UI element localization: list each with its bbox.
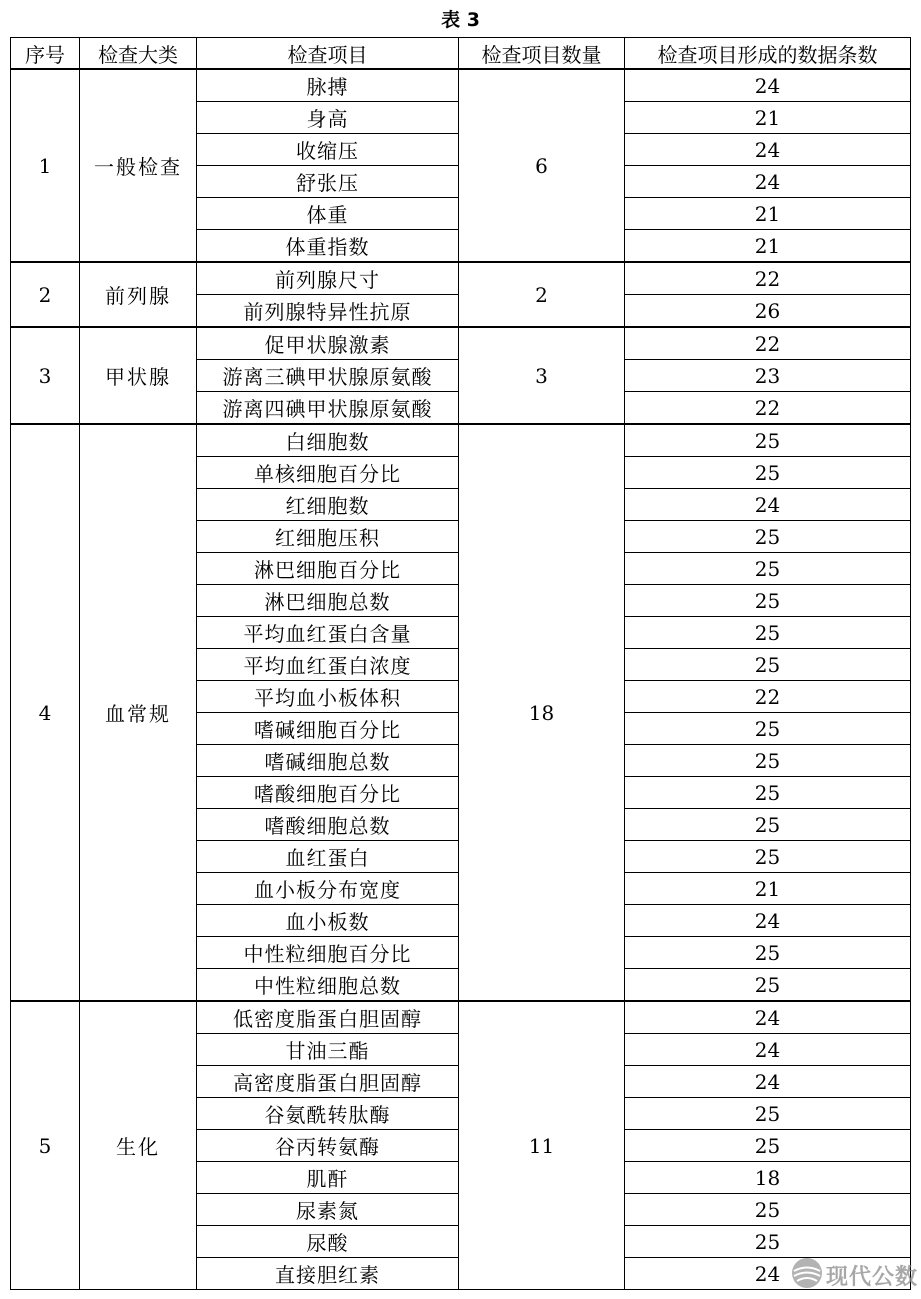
table-row xyxy=(11,134,911,166)
record-count-cell: 24 xyxy=(625,1034,911,1066)
serial-no-cell xyxy=(11,457,80,489)
serial-no-cell xyxy=(11,937,80,969)
item-name-cell: 血小板数 xyxy=(197,905,459,937)
category-cell: 血常规 xyxy=(80,697,197,729)
item-count-cell xyxy=(459,841,625,873)
item-count-cell xyxy=(459,585,625,617)
table-row xyxy=(11,198,911,230)
table-row xyxy=(11,649,911,681)
serial-no-cell: 1 xyxy=(11,150,80,182)
item-count-cell xyxy=(459,1162,625,1194)
header-item: 检查项目 xyxy=(197,38,459,70)
table-row xyxy=(11,424,911,457)
serial-no-cell xyxy=(11,585,80,617)
category-cell xyxy=(80,457,197,489)
serial-no-cell xyxy=(11,230,80,263)
record-count-cell: 18 xyxy=(625,1162,911,1194)
table-row xyxy=(11,1001,911,1034)
inspection-items-table xyxy=(10,37,911,1290)
item-count-cell xyxy=(459,1226,625,1258)
item-count-cell xyxy=(459,1258,625,1290)
record-count-cell: 25 xyxy=(625,617,911,649)
record-count-cell: 25 xyxy=(625,424,911,457)
record-count-cell: 25 xyxy=(625,521,911,553)
category-cell xyxy=(80,198,197,230)
category-cell xyxy=(80,841,197,873)
table-row xyxy=(11,521,911,553)
record-count-cell: 22 xyxy=(625,392,911,425)
item-count-cell xyxy=(459,1194,625,1226)
category-cell xyxy=(80,1194,197,1226)
record-count-cell: 26 xyxy=(625,295,911,328)
table-row xyxy=(11,1098,911,1130)
item-name-cell: 淋巴细胞百分比 xyxy=(197,553,459,585)
table-row xyxy=(11,1258,911,1290)
category-cell xyxy=(80,1034,197,1066)
record-count-cell: 25 xyxy=(625,649,911,681)
serial-no-cell xyxy=(11,905,80,937)
category-cell xyxy=(80,392,197,425)
item-name-cell: 高密度脂蛋白胆固醇 xyxy=(197,1066,459,1098)
item-name-cell: 单核细胞百分比 xyxy=(197,457,459,489)
category-cell xyxy=(80,553,197,585)
item-count-cell: 2 xyxy=(459,278,625,311)
item-name-cell: 白细胞数 xyxy=(197,424,459,457)
category-cell xyxy=(80,1258,197,1290)
item-count-cell: 11 xyxy=(459,1130,625,1162)
item-name-cell: 平均血红蛋白含量 xyxy=(197,617,459,649)
record-count-cell: 25 xyxy=(625,969,911,1002)
item-count-cell xyxy=(459,777,625,809)
record-count-cell: 23 xyxy=(625,360,911,392)
table-row xyxy=(11,905,911,937)
item-count-cell xyxy=(459,457,625,489)
item-count-cell: 6 xyxy=(459,150,625,182)
item-count-cell xyxy=(459,69,625,102)
item-count-cell xyxy=(459,649,625,681)
item-count-cell xyxy=(459,489,625,521)
table-row xyxy=(11,745,911,777)
table-row xyxy=(11,360,911,392)
table-row xyxy=(11,585,911,617)
item-count-cell xyxy=(459,1001,625,1034)
item-name-cell: 红细胞压积 xyxy=(197,521,459,553)
item-name-cell: 红细胞数 xyxy=(197,489,459,521)
category-cell xyxy=(80,69,197,102)
table-row xyxy=(11,681,911,713)
category-cell xyxy=(80,809,197,841)
category-cell xyxy=(80,1162,197,1194)
header-item-count: 检查项目数量 xyxy=(459,38,625,70)
item-name-cell: 谷氨酰转肽酶 xyxy=(197,1098,459,1130)
record-count-cell: 21 xyxy=(625,102,911,134)
item-name-cell: 淋巴细胞总数 xyxy=(197,585,459,617)
table-row xyxy=(11,230,911,263)
category-cell xyxy=(80,585,197,617)
record-count-cell: 25 xyxy=(625,745,911,777)
item-count-cell xyxy=(459,937,625,969)
item-name-cell: 平均血红蛋白浓度 xyxy=(197,649,459,681)
record-count-cell: 24 xyxy=(625,1258,911,1290)
item-count-cell xyxy=(459,969,625,1002)
serial-no-cell xyxy=(11,969,80,1002)
serial-no-cell: 5 xyxy=(11,1130,80,1162)
table-row xyxy=(11,969,911,1002)
table-row xyxy=(11,1130,911,1162)
table-row xyxy=(11,841,911,873)
table-caption: 表 3 xyxy=(441,9,480,31)
category-cell xyxy=(80,327,197,360)
category-cell xyxy=(80,489,197,521)
item-name-cell: 低密度脂蛋白胆固醇 xyxy=(197,1001,459,1034)
serial-no-cell xyxy=(11,327,80,360)
category-cell xyxy=(80,1226,197,1258)
record-count-cell: 25 xyxy=(625,457,911,489)
item-name-cell: 脉搏 xyxy=(197,69,459,102)
item-count-cell xyxy=(459,424,625,457)
item-count-cell xyxy=(459,230,625,263)
serial-no-cell xyxy=(11,392,80,425)
record-count-cell: 24 xyxy=(625,134,911,166)
item-count-cell: 3 xyxy=(459,360,625,392)
item-name-cell: 血红蛋白 xyxy=(197,841,459,873)
record-count-cell: 25 xyxy=(625,1194,911,1226)
item-name-cell: 舒张压 xyxy=(197,166,459,198)
category-cell xyxy=(80,521,197,553)
category-cell xyxy=(80,230,197,263)
item-name-cell: 甘油三酯 xyxy=(197,1034,459,1066)
record-count-cell: 25 xyxy=(625,1130,911,1162)
header-serial-no: 序号 xyxy=(11,38,80,70)
header-row xyxy=(11,38,911,70)
serial-no-cell xyxy=(11,777,80,809)
item-count-cell xyxy=(459,745,625,777)
record-count-cell: 25 xyxy=(625,777,911,809)
item-name-cell: 尿素氮 xyxy=(197,1194,459,1226)
record-count-cell: 25 xyxy=(625,809,911,841)
serial-no-cell xyxy=(11,1034,80,1066)
record-count-cell: 25 xyxy=(625,553,911,585)
record-count-cell: 25 xyxy=(625,1098,911,1130)
item-name-cell: 血小板分布宽度 xyxy=(197,873,459,905)
serial-no-cell xyxy=(11,1001,80,1034)
serial-no-cell xyxy=(11,553,80,585)
table-row xyxy=(11,1066,911,1098)
category-cell: 前列腺 xyxy=(80,278,197,311)
serial-no-cell xyxy=(11,198,80,230)
category-cell: 甲状腺 xyxy=(80,360,197,392)
record-count-cell: 24 xyxy=(625,166,911,198)
record-count-cell: 24 xyxy=(625,489,911,521)
serial-no-cell xyxy=(11,1226,80,1258)
table-row xyxy=(11,1194,911,1226)
item-name-cell: 游离三碘甲状腺原氨酸 xyxy=(197,360,459,392)
serial-no-cell xyxy=(11,424,80,457)
item-count-cell: 18 xyxy=(459,697,625,729)
item-name-cell: 前列腺特异性抗原 xyxy=(197,295,459,328)
item-count-cell xyxy=(459,553,625,585)
category-cell xyxy=(80,617,197,649)
item-count-cell xyxy=(459,1066,625,1098)
item-name-cell: 促甲状腺激素 xyxy=(197,327,459,360)
category-cell xyxy=(80,777,197,809)
category-cell xyxy=(80,1001,197,1034)
item-name-cell: 直接胆红素 xyxy=(197,1258,459,1290)
item-count-cell xyxy=(459,198,625,230)
item-name-cell: 肌酐 xyxy=(197,1162,459,1194)
category-cell xyxy=(80,745,197,777)
table-row xyxy=(11,617,911,649)
item-name-cell: 嗜酸细胞百分比 xyxy=(197,777,459,809)
serial-no-cell xyxy=(11,809,80,841)
record-count-cell: 21 xyxy=(625,873,911,905)
record-count-cell: 21 xyxy=(625,230,911,263)
item-name-cell: 谷丙转氨酶 xyxy=(197,1130,459,1162)
serial-no-cell xyxy=(11,1194,80,1226)
record-count-cell: 24 xyxy=(625,905,911,937)
serial-no-cell xyxy=(11,649,80,681)
watermark xyxy=(790,1256,920,1294)
record-count-cell: 25 xyxy=(625,713,911,745)
item-count-cell xyxy=(459,392,625,425)
table-row xyxy=(11,262,911,295)
item-count-cell xyxy=(459,905,625,937)
serial-no-cell xyxy=(11,69,80,102)
category-cell xyxy=(80,873,197,905)
item-name-cell: 体重 xyxy=(197,198,459,230)
item-count-cell xyxy=(459,327,625,360)
watermark-text: 现代公数 xyxy=(826,1264,919,1290)
record-count-cell: 24 xyxy=(625,1001,911,1034)
category-cell: 一般检查 xyxy=(80,150,197,182)
table-body xyxy=(11,69,911,1290)
category-cell xyxy=(80,424,197,457)
category-cell xyxy=(80,905,197,937)
item-name-cell: 中性粒细胞总数 xyxy=(197,969,459,1002)
table-row xyxy=(11,457,911,489)
category-cell xyxy=(80,649,197,681)
serial-no-cell xyxy=(11,1098,80,1130)
item-name-cell: 嗜酸细胞总数 xyxy=(197,809,459,841)
table-row xyxy=(11,553,911,585)
record-count-cell: 22 xyxy=(625,262,911,295)
serial-no-cell xyxy=(11,841,80,873)
record-count-cell: 21 xyxy=(625,198,911,230)
record-count-cell: 24 xyxy=(625,1066,911,1098)
serial-no-cell xyxy=(11,745,80,777)
item-count-cell xyxy=(459,521,625,553)
header-category: 检查大类 xyxy=(80,38,197,70)
item-name-cell: 中性粒细胞百分比 xyxy=(197,937,459,969)
table-row xyxy=(11,1034,911,1066)
item-count-cell xyxy=(459,873,625,905)
category-cell xyxy=(80,1066,197,1098)
table-row xyxy=(11,327,911,360)
serial-no-cell xyxy=(11,1258,80,1290)
table-row xyxy=(11,489,911,521)
category-cell: 生化 xyxy=(80,1130,197,1162)
table-row xyxy=(11,102,911,134)
table-row xyxy=(11,1162,911,1194)
serial-no-cell xyxy=(11,521,80,553)
record-count-cell: 22 xyxy=(625,681,911,713)
record-count-cell: 22 xyxy=(625,327,911,360)
record-count-cell: 25 xyxy=(625,841,911,873)
serial-no-cell xyxy=(11,1162,80,1194)
item-name-cell: 游离四碘甲状腺原氨酸 xyxy=(197,392,459,425)
item-count-cell xyxy=(459,102,625,134)
record-count-cell: 25 xyxy=(625,585,911,617)
serial-no-cell: 2 xyxy=(11,278,80,311)
record-count-cell: 25 xyxy=(625,1226,911,1258)
serial-no-cell xyxy=(11,1066,80,1098)
serial-no-cell xyxy=(11,489,80,521)
table-row xyxy=(11,777,911,809)
item-count-cell xyxy=(459,1098,625,1130)
item-name-cell: 收缩压 xyxy=(197,134,459,166)
globe-logo-icon xyxy=(790,1256,824,1294)
table-row xyxy=(11,69,911,102)
record-count-cell: 25 xyxy=(625,937,911,969)
category-cell xyxy=(80,1098,197,1130)
item-name-cell: 前列腺尺寸 xyxy=(197,262,459,295)
category-cell xyxy=(80,102,197,134)
serial-no-cell xyxy=(11,102,80,134)
table-row xyxy=(11,873,911,905)
serial-no-cell xyxy=(11,873,80,905)
record-count-cell: 24 xyxy=(625,69,911,102)
serial-no-cell xyxy=(11,617,80,649)
item-name-cell: 平均血小板体积 xyxy=(197,681,459,713)
header-record-count: 检查项目形成的数据条数 xyxy=(625,38,911,70)
item-name-cell: 尿酸 xyxy=(197,1226,459,1258)
item-name-cell: 嗜碱细胞总数 xyxy=(197,745,459,777)
item-count-cell xyxy=(459,1034,625,1066)
serial-no-cell: 3 xyxy=(11,360,80,392)
item-name-cell: 体重指数 xyxy=(197,230,459,263)
item-name-cell: 嗜碱细胞百分比 xyxy=(197,713,459,745)
table-row xyxy=(11,937,911,969)
table-row xyxy=(11,809,911,841)
category-cell xyxy=(80,969,197,1002)
item-count-cell xyxy=(459,809,625,841)
table-row xyxy=(11,1226,911,1258)
item-name-cell: 身高 xyxy=(197,102,459,134)
category-cell xyxy=(80,937,197,969)
item-count-cell xyxy=(459,617,625,649)
table-row xyxy=(11,392,911,425)
serial-no-cell: 4 xyxy=(11,697,80,729)
